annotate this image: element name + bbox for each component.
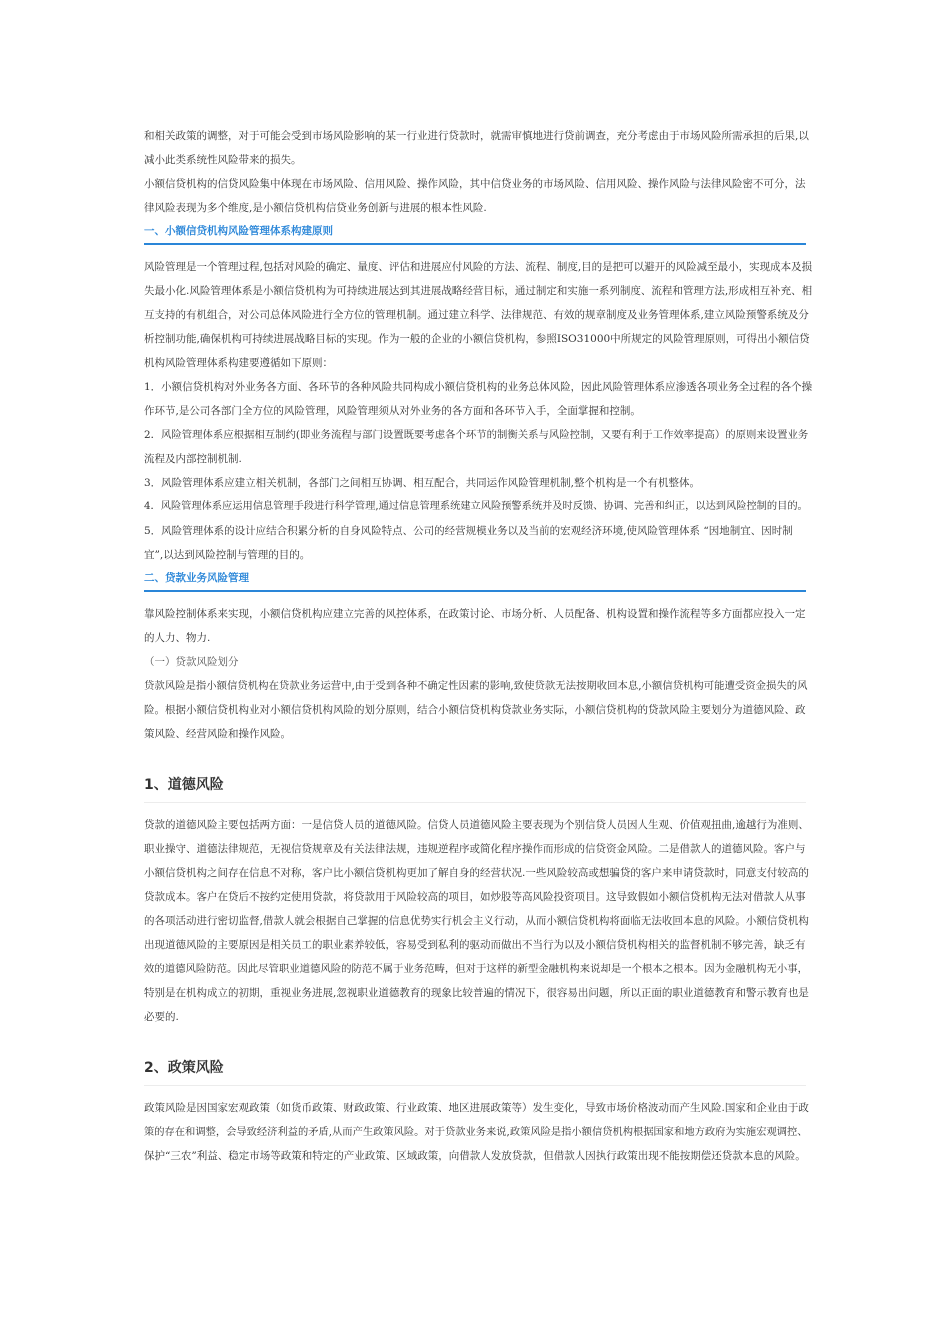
- text-line: 特别是在机构成立的初期，重视业务进展,忽视职业道德教育的现象比较普遍的情况下，很容易出问题，所以正面的职业道德教育和警示教育也是: [144, 987, 809, 999]
- text-line: 贷款的道德风险主要包括两方面：一是信贷人员的道德风险。信贷人员道德风险主要表现为个别信贷人员因人生观、价值观扭曲,逾越行为准则、: [144, 819, 809, 831]
- text-line: 策的存在和调整，会导致经济利益的矛盾,从而产生政策风险。对于贷款业务来说,政策风险是指小额信贷机构根据国家和地方政府为实施宏观调控、: [144, 1126, 808, 1138]
- text-line: 宜”,以达到风险控制与管理的目的。: [144, 549, 311, 561]
- text-line: 策风险、经营风险和操作风险。: [144, 728, 291, 740]
- text-line: 的人力、物力.: [144, 632, 211, 644]
- text-line: 减小此类系统性风险带来的损失。: [144, 154, 302, 166]
- text-line: 4．风险管理体系应运用信息管理手段进行科学管理,通过信息管理系统建立风险预警系统并及时反馈、协调、完善和纠正，以达到风险控制的目的。: [144, 501, 808, 512]
- top-margin: [144, 0, 812, 124]
- text-line: 效的道德风险防范。因此尽管职业道德风险的防范不属于业务范畴，但对于这样的新型金融机构来说却是一个根本之根本。因为金融机构无小事，: [144, 963, 809, 975]
- loan-risk-intro-paragraph: [144, 602, 812, 650]
- text-line: 贷款风险是指小额信贷机构在贷款业务运营中,由于受到各种不确定性因素的影响,致使贷款无法按期收回本息,小额信贷机构可能遭受资金损失的风: [144, 680, 808, 692]
- text-line: 1．小额信贷机构对外业务各方面、各环节的各种风险共同构成小额信贷机构的业务总体风险，因此风险管理体系应渗透各项业务全过程的各个操: [144, 381, 813, 393]
- text-line: 险。根据小额信贷机构业对小额信贷机构风险的划分原则，结合小额信贷机构贷款业务实际，小额信贷机构的贷款风险主要划分为道德风险、政: [144, 704, 806, 716]
- section-heading-loan-risk: 二、贷款业务风险管理: [144, 567, 806, 592]
- text-line: 2．风险管理体系应根据相互制约(即业务流程与部门设置既要考虑各个环节的制衡关系与风险控制，又要有利于工作效率提高）的原则来设置业务: [144, 429, 809, 441]
- section-heading-principles: 一、小额信贷机构风险管理体系构建原则: [144, 220, 806, 245]
- text-line: 的各项活动进行密切监督,借款人就会根据自己掌握的信息优势实行机会主义行动，从而小额信贷机构将面临无法收回本息的风险。小额信贷机构: [144, 915, 809, 927]
- intro-paragraph-2: [144, 172, 812, 220]
- text-line: 必要的.: [144, 1011, 179, 1023]
- loan-risk-division-paragraph: [144, 674, 812, 746]
- heading-policy-risk: 2、政策风险: [144, 1051, 806, 1086]
- principle-item-2: [144, 423, 812, 471]
- text-line: 贷款成本。客户在贷后不按约定使用贷款，将贷款用于风险较高的项目，如炒股等高风险投资项目。这导致假如小额信贷机构无法对借款人从事: [144, 891, 806, 903]
- subheading-loan-risk-division: （一）贷款风险划分: [144, 656, 239, 668]
- text-line: 风险管理是一个管理过程,包括对风险的确定、量度、评估和进展应付风险的方法、流程、制度,目的是把可以避开的风险减至最小，实现成本及损: [144, 261, 813, 273]
- text-line: 析控制功能,确保机构可持续进展战略目标的实现。作为一般的企业的小额信贷机构，参照ISO31000中所规定的风险管理原则，可得出小额信贷: [144, 333, 810, 345]
- text-line: 职业操守、道德法律规范，无视信贷规章及有关法律法规，违规逆程序或简化程序操作而形成的信贷资金风险。二是借款人的道德风险。客户与: [144, 843, 806, 855]
- text-line: 保护“三农”利益、稳定市场等政策和特定的产业政策、区域政策，向借款人发放贷款，但借款人因执行政策出现不能按期偿还贷款本息的风险。: [144, 1150, 806, 1162]
- intro-paragraph-1: [144, 124, 812, 172]
- text-line: 出现道德风险的主要原因是相关员工的职业素养较低，容易受到私利的驱动而做出不当行为以及小额信贷机构相关的监督机制不够完善，缺乏有: [144, 939, 806, 951]
- text-line: 失最小化.风险管理体系是小额信贷机构为可持续进展达到其进展战略经营目标，通过制定和实施一系列制度、流程和管理方法,形成相互补充、相: [144, 285, 813, 297]
- text-line: 作环节,是公司各部门全方位的风险管理，风险管理须从对外业务的各方面和各环节入手，全面掌握和控制。: [144, 405, 641, 417]
- text-line: 小额信贷机构的信贷风险集中体现在市场风险、信用风险、操作风险，其中信贷业务的市场风险、信用风险、操作风险与法律风险密不可分，法: [144, 178, 806, 190]
- text-line: 5．风险管理体系的设计应结合积累分析的自身风险特点、公司的经营规模业务以及当前的宏观经济环境,使风险管理体系 “因地制宜、因时制: [144, 525, 793, 537]
- text-line: 政策风险是因国家宏观政策（如货币政策、财政政策、行业政策、地区进展政策等）发生变化，导致市场价格波动而产生风险.国家和企业由于政: [144, 1102, 809, 1114]
- text-line: 小额信贷机构之间存在信息不对称，客户比小额信贷机构更加了解自身的经营状况.一些风险较高或想骗贷的客户来申请贷款时，同意支付较高的: [144, 867, 809, 879]
- heading-moral-risk: 1、道德风险: [144, 768, 806, 803]
- principle-item-5: [144, 519, 812, 567]
- text-line: 和相关政策的调整，对于可能会受到市场风险影响的某一行业进行贷款时，就需审慎地进行贷前调查，充分考虑由于市场风险所需承担的后果,以: [144, 130, 809, 142]
- principle-item-4: [144, 495, 812, 519]
- principle-item-1: [144, 375, 812, 423]
- moral-risk-paragraph: [144, 813, 812, 1029]
- principle-item-3: [144, 471, 812, 495]
- text-line: 律风险表现为多个维度,是小额信贷机构信贷业务创新与进展的根本性风险.: [144, 202, 487, 214]
- text-line: 互支持的有机组合，对公司总体风险进行全方位的管理机制。通过建立科学、法律规范、有效的规章制度及业务管理体系,建立风险预警系统及分: [144, 309, 809, 321]
- principles-intro-paragraph: [144, 255, 812, 375]
- policy-risk-paragraph: [144, 1096, 812, 1168]
- text-line: 靠风险控制体系来实现，小额信贷机构应建立完善的风控体系，在政策讨论、市场分析、人员配备、机构设置和操作流程等多方面都应投入一定: [144, 608, 806, 620]
- text-line: 流程及内部控制机制.: [144, 453, 242, 465]
- document-page: [144, 0, 812, 1168]
- text-line: 机构风险管理体系构建要遵循如下原则：: [144, 357, 333, 369]
- text-line: 3．风险管理体系应建立相关机制，各部门之间相互协调、相互配合，共同运作风险管理机制,整个机构是一个有机整体。: [144, 477, 701, 489]
